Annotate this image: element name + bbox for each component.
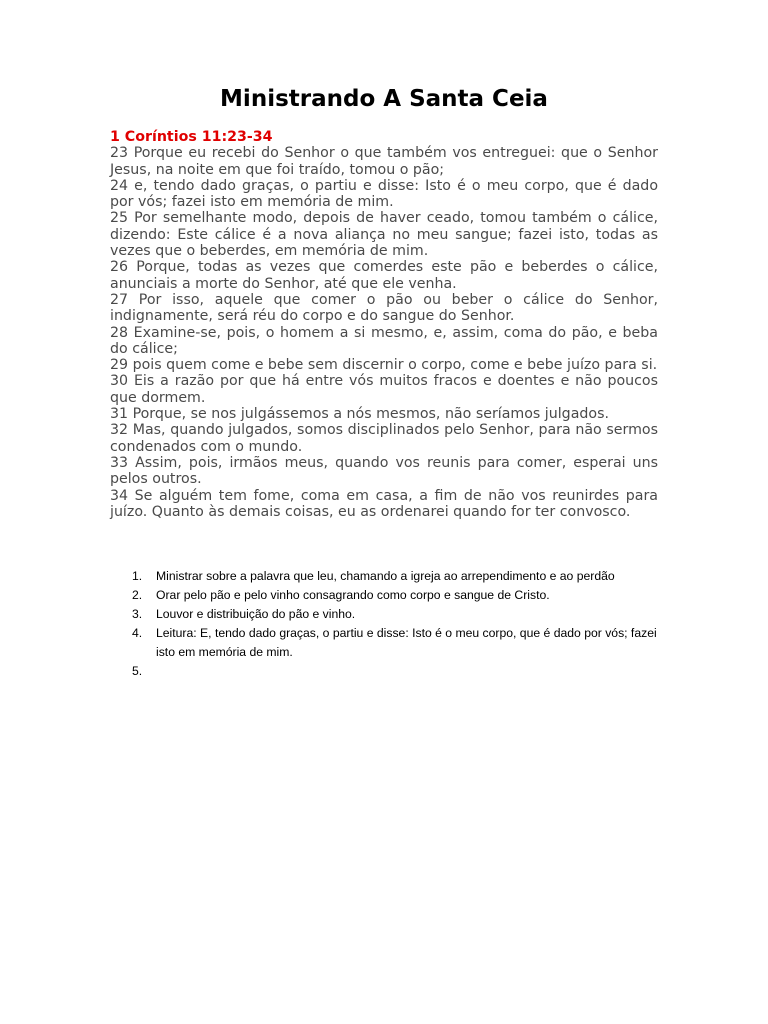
ceremony-steps-list bbox=[132, 567, 660, 681]
verse: 31 Porque, se nos julgássemos a nós mesmos, não seríamos julgados. bbox=[110, 406, 609, 423]
list-item-number: 2. bbox=[132, 588, 143, 602]
verse: 32 Mas, quando julgados, somos disciplinados pelo Senhor, para não sermos condenados com o mundo. bbox=[110, 422, 658, 455]
list-item bbox=[132, 586, 660, 605]
list-item bbox=[132, 624, 660, 662]
list-item-text bbox=[156, 664, 159, 678]
verse: 30 Eis a razão por que há entre vós muitos fracos e doentes e não poucos que dormem. bbox=[110, 373, 658, 406]
verse: 34 Se alguém tem fome, coma em casa, a fim de não vos reunirdes para juízo. Quanto às demais coisas, eu as ordenarei quando for ter convosco. bbox=[110, 487, 658, 520]
list-item bbox=[132, 567, 660, 586]
list-item-number: 3. bbox=[132, 607, 143, 621]
list-item-text: Louvor e distribuição do pão e vinho. bbox=[156, 607, 356, 621]
scripture-passage bbox=[110, 129, 658, 520]
verse: 26 Porque, todas as vezes que comerdes este pão e beberdes o cálice, anunciais a morte do Senhor, até que ele venha. bbox=[110, 259, 658, 292]
verse: 29 pois quem come e bebe sem discernir o corpo, come e bebe juízo para si. bbox=[110, 357, 658, 374]
list-item-number: 1. bbox=[132, 569, 143, 583]
list-item-number: 4. bbox=[132, 626, 143, 640]
verse: 24 e, tendo dado graças, o partiu e disse: Isto é o meu corpo, que é dado por vós; fazei isto em memória de mim. bbox=[110, 177, 658, 211]
list-item bbox=[132, 605, 660, 624]
verse: 27 Por isso, aquele que comer o pão ou beber o cálice do Senhor, indignamente, será réu do corpo e do sangue do Senhor. bbox=[110, 291, 658, 325]
list-item-number: 5. bbox=[132, 664, 143, 678]
list-item-text: Ministrar sobre a palavra que leu, chamando a igreja ao arrependimento e ao perdão bbox=[156, 569, 615, 583]
list-item-text: Leitura: E, tendo dado graças, o partiu e disse: Isto é o meu corpo, que é dado por vós; fazei isto em memória de mim. bbox=[156, 626, 657, 659]
scripture-reference: 1 Coríntios 11:23-34 bbox=[110, 129, 273, 145]
verse: 25 Por semelhante modo, depois de haver ceado, tomou também o cálice, dizendo: Este cálice é a nova aliança no meu sangue; fazei isto, todas as vezes que o beberdes, em memória de mim. bbox=[110, 210, 658, 260]
page-title: Ministrando A Santa Ceia bbox=[220, 86, 548, 112]
verse: 23 Porque eu recebi do Senhor o que também vos entreguei: que o Senhor Jesus, na noite em que foi traído, tomou o pão; bbox=[110, 145, 658, 178]
verse: 28 Examine-se, pois, o homem a si mesmo, e, assim, coma do pão, e beba do cálice; bbox=[110, 324, 658, 357]
list-item bbox=[132, 662, 660, 681]
list-item-text: Orar pelo pão e pelo vinho consagrando como corpo e sangue de Cristo. bbox=[156, 588, 550, 602]
verse: 33 Assim, pois, irmãos meus, quando vos reunis para comer, esperai uns pelos outros. bbox=[110, 454, 658, 488]
